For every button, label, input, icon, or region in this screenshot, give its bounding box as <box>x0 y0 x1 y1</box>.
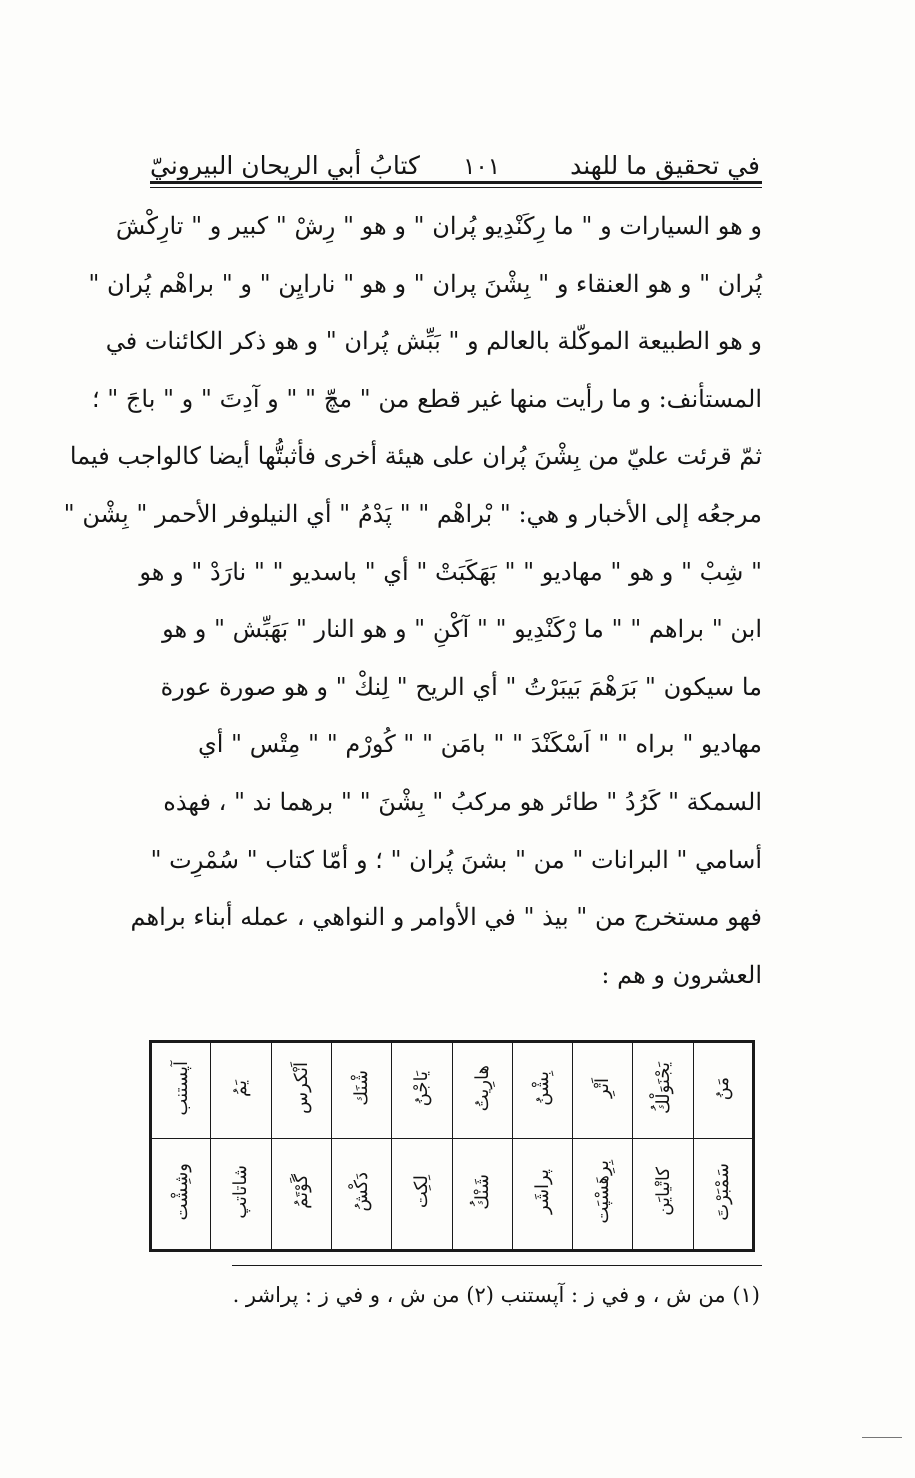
page-edge-mark <box>862 1437 902 1438</box>
table-cell: دَكْشُ <box>331 1139 391 1251</box>
header-book-title: كتابُ أبي الريحان البيرونيّ <box>150 151 420 180</box>
table-cell: اَنْكرس <box>271 1042 331 1139</box>
footnote-rule <box>232 1265 762 1266</box>
body-line: المستأنف: و ما رأيت منها غير قطع من " مچّ " " و آدِتَ " و " باجَ " ؛ <box>91 384 762 413</box>
table-cell: شَنْكُ <box>452 1139 512 1251</box>
table-row <box>151 1139 754 1251</box>
table-row <box>151 1042 754 1139</box>
table-cell: سَمْبَرْتَ <box>693 1139 753 1251</box>
table-cell: هارِيتُ <box>452 1042 512 1139</box>
body-line: مهاديو " براه " " اَسْكَنْدَ " " بامَن " " كُورْم " " مِتْس " أي <box>197 730 762 759</box>
body-line: العشرون و هم : <box>601 960 762 989</box>
body-line: ما سيكون " بَرَهْمَ بَيبَرْتُ " أي الريح " لِنكْ " و هو صورة عورة <box>160 672 762 701</box>
table-cell: پراشَر <box>512 1139 572 1251</box>
header-section-title: في تحقيق ما للهند <box>570 151 760 180</box>
table-cell: شاتاتپ <box>211 1139 271 1251</box>
table-cell: كاتْيايَن <box>633 1139 693 1251</box>
table-cell: شْنَك <box>331 1042 391 1139</box>
table-cell: يَاجْنُ <box>392 1042 452 1139</box>
body-line: فهو مستخرج من " بيذ " في الأوامر و النواهي ، عمله أبناء براهم <box>130 903 762 932</box>
page-number: ١٠١ <box>463 154 501 180</box>
table-cell: يَجْنَوَلْكُ <box>633 1042 693 1139</box>
body-line: ابن " براهم " " ما رْكَنْدِيو " " آكْنِ " و هو النار " بَهَبِّش " و هو <box>162 615 762 644</box>
body-line: السمكة " كَرُدُ " طائر هو مركبُ " بِشْنَ " " برهما ند " ، فهذه <box>163 787 762 816</box>
table-cell: بِرِهَسْپَت <box>573 1139 633 1251</box>
table-cell: بِشْنُ <box>512 1042 572 1139</box>
running-header <box>150 128 760 180</box>
body-line: مرجعُه إلى الأخبار و هي: " بْراهْم " " پَدْمُ " أي النيلوفر الأحمر " بِشْن " <box>63 499 762 528</box>
body-line: و هو الطبيعة الموكّلة بالعالم و " بَبِّش پُران " و هو ذكر الكائنات في <box>105 327 762 356</box>
table-cell: وشِشْت <box>151 1139 211 1251</box>
body-text <box>63 198 762 1004</box>
table-cell: لِكِت <box>392 1139 452 1251</box>
names-table <box>149 1040 755 1252</box>
table-cell: گَوْتَمُ <box>271 1139 331 1251</box>
table-cell: اَتْرِ <box>573 1042 633 1139</box>
header-rule-thin <box>150 187 762 188</box>
body-line: و هو السيارات و " ما رِكَنْدِيو پُران " و هو " رِشْ " كبير و " تارِكْشَ <box>115 212 762 240</box>
body-line: أسامي " البرانات " من " بشنَ پُران " ؛ و أمّا كتاب " سُمْرِت " <box>150 845 762 874</box>
table-cell: يَمُ <box>211 1042 271 1139</box>
body-line: " شِبْ " و هو " مهاديو " " بَهَكَبَتْ " أي " باسديو " " نارَدْ " و هو <box>139 557 762 586</box>
table-cell: مَنُ <box>693 1042 753 1139</box>
header-rule-thick <box>150 181 762 184</box>
body-line: ثمّ قرئت عليّ من بِشْنَ پُران على هيئة أخرى فأثبتُّها أيضا كالواجب فيما <box>69 442 762 471</box>
body-line: پُران " و هو العنقاء و " بِشْنَ پران " و هو " نارايِن " و " براهْم پُران " <box>88 269 762 298</box>
footnote: (١) من ش ، و في ز : آپستنب (٢) من ش ، و في ز : پراشر . <box>232 1283 760 1307</box>
table-cell: آپستنب <box>151 1042 211 1139</box>
